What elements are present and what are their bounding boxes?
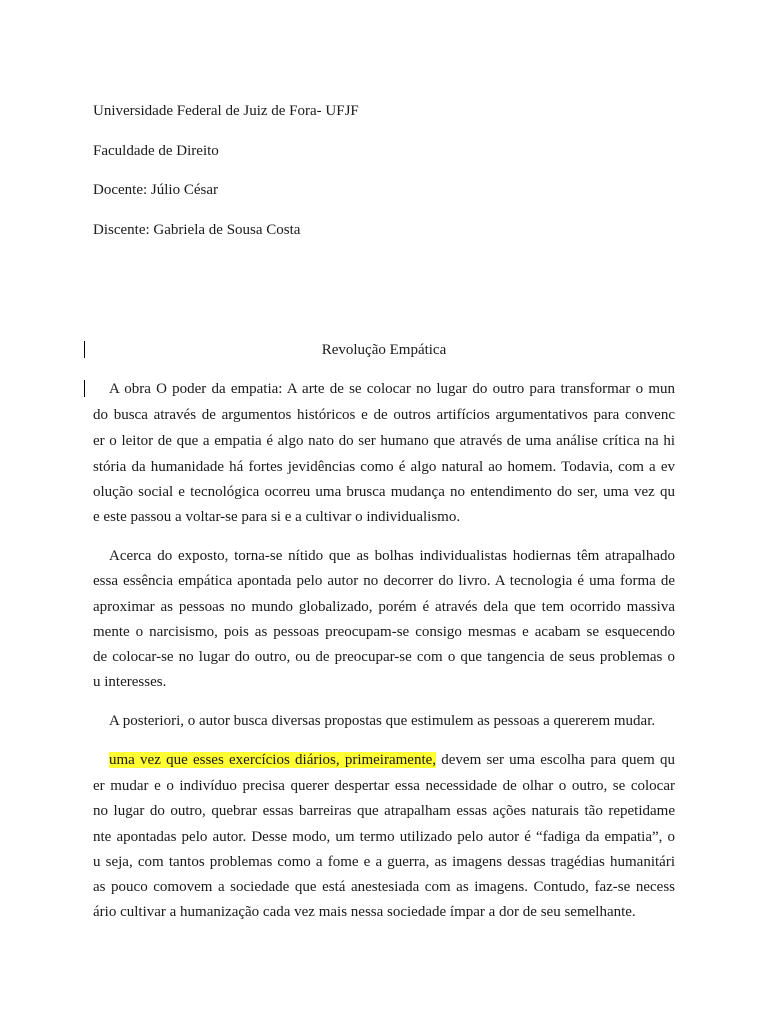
- paragraph-1-line[interactable]: do busca através de argumentos históricos e de outros artifícios argumentativos para convenc: [93, 407, 675, 423]
- paragraph-4-line[interactable]: ário cultivar a humanização cada vez mais nessa sociedade ímpar a dor de seu semelhante.: [93, 904, 636, 920]
- paragraph-1-line[interactable]: olução social e tecnológica ocorreu uma brusca mudança no entendimento do ser, uma vez qu: [93, 484, 675, 500]
- paragraph-2-line[interactable]: mente o narcisismo, pois as pessoas preocupam-se consigo mesmas e acabam se esquecendo: [93, 624, 675, 640]
- paragraph-3-line[interactable]: A posteriori, o autor busca diversas propostas que estimulem as pessoas a quererem mudar.: [109, 713, 656, 729]
- paragraph-4-line[interactable]: nte apontadas pelo autor. Desse modo, um termo utilizado pelo autor é “fadiga da empatia”, o: [93, 829, 675, 845]
- university-line: Universidade Federal de Juiz de Fora- UFJF: [93, 103, 359, 119]
- paragraph-4-line[interactable]: as pouco comovem a sociedade que está anestesiada com as imagens. Contudo, faz-se necess: [93, 879, 675, 895]
- paragraph-1-line[interactable]: stória da humanidade há fortes jevidências como é algo natural ao homem. Todavia, com a ev: [93, 459, 675, 475]
- paragraph-1-line[interactable]: A obra O poder da empatia: A arte de se colocar no lugar do outro para transformar o mun: [109, 381, 675, 397]
- paragraph-1-line[interactable]: er o leitor de que a empatia é algo nato do ser humano que através de uma análise crítica na hi: [93, 433, 675, 449]
- highlighted-text[interactable]: uma vez que esses exercícios diários, primeiramente,: [109, 752, 437, 768]
- text-cursor: [84, 380, 85, 397]
- paragraph-4-line[interactable]: no lugar do outro, quebrar essas barreiras que atrapalham essas ações naturais tão repetidame: [93, 803, 675, 819]
- first-line-rest: devem ser uma escolha para quem qu: [436, 752, 675, 768]
- paragraph-4-first-line[interactable]: [109, 751, 675, 769]
- paragraph-2-line[interactable]: de colocar-se no lugar do outro, ou de preocupar-se com o que tangencia de seus problemas o: [93, 649, 675, 665]
- paragraph-2-line[interactable]: Acerca do exposto, torna-se nítido que as bolhas individualistas hodiernas têm atrapalhado: [109, 548, 675, 564]
- paragraph-2-line[interactable]: u interesses.: [93, 674, 167, 690]
- student-line: Discente: Gabriela de Sousa Costa: [93, 222, 301, 238]
- paragraph-2-line[interactable]: aproximar as pessoas no mundo globalizado, porém é através dela que tem ocorrido massiva: [93, 599, 675, 615]
- teacher-line: Docente: Júlio César: [93, 182, 218, 198]
- paragraph-4-line[interactable]: u seja, com tantos problemas como a fome e a guerra, as imagens dessas tragédias humanitári: [93, 854, 675, 870]
- faculty-line: Faculdade de Direito: [93, 143, 219, 159]
- paragraph-4-line[interactable]: er mudar e o indivíduo precisa querer despertar essa necessidade de olhar o outro, se colocar: [93, 778, 675, 794]
- paragraph-2-line[interactable]: essa essência empática apontada pelo autor no decorrer do livro. A tecnologia é uma forma de: [93, 573, 675, 589]
- document-title[interactable]: Revolução Empática: [321, 342, 447, 358]
- paragraph-1-line[interactable]: e este passou a voltar-se para si e a cultivar o individualismo.: [93, 509, 461, 525]
